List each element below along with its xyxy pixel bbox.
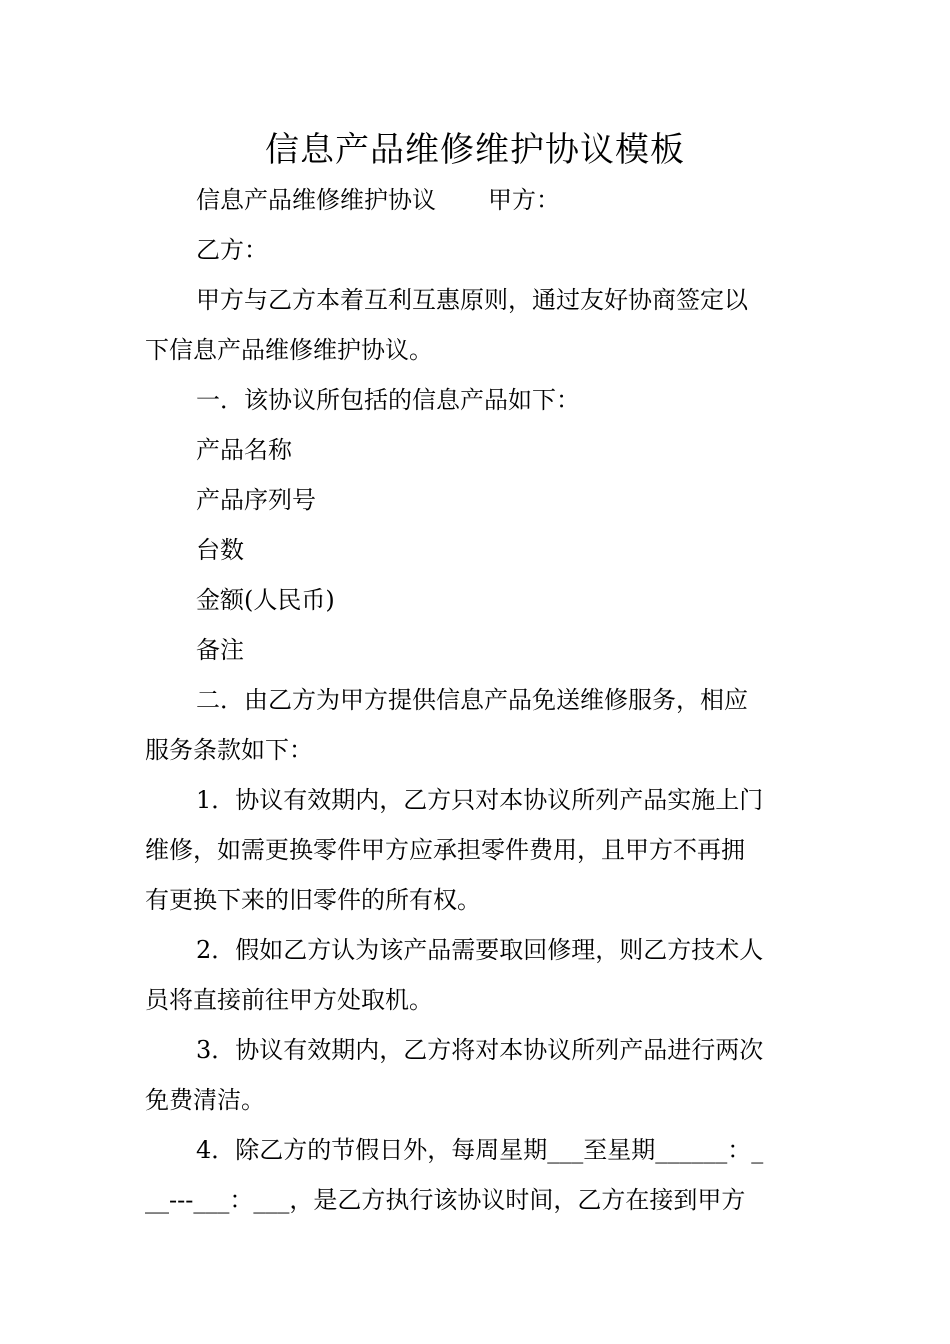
- field-remarks: 备注: [196, 636, 244, 664]
- field-quantity: 台数: [196, 536, 244, 564]
- header-line: [196, 183, 560, 217]
- clause-1-line-1: 1．协议有效期内，乙方只对本协议所列产品实施上门: [196, 786, 764, 814]
- section-1-heading: 一．该协议所包括的信息产品如下：: [196, 386, 580, 414]
- clause-2-line-1: 2．假如乙方认为该产品需要取回修理，则乙方技术人: [196, 936, 764, 964]
- clause-4-line-1: 4．除乙方的节假日外，每周星期___至星期______：_: [196, 1136, 764, 1164]
- clause-1-line-2: 维修，如需更换零件甲方应承担零件费用，且甲方不再拥: [145, 836, 745, 864]
- section-2-heading-line-1: 二．由乙方为甲方提供信息产品免送维修服务，相应: [196, 686, 748, 714]
- field-product-name: 产品名称: [196, 436, 292, 464]
- field-amount: 金额(人民币): [196, 586, 335, 614]
- clause-3-line-2: 免费清洁。: [145, 1086, 265, 1114]
- header-agreement-name: 信息产品维修维护协议: [196, 186, 436, 214]
- field-serial-number: 产品序列号: [196, 486, 316, 514]
- document-title: 信息产品维修维护协议模板: [265, 130, 685, 170]
- clause-1-line-3: 有更换下来的旧零件的所有权。: [145, 886, 481, 914]
- intro-line-2: 下信息产品维修维护协议。: [145, 336, 433, 364]
- party-b-label: 乙方：: [196, 236, 268, 264]
- party-a-label: 甲方：: [488, 186, 560, 214]
- intro-line-1: 甲方与乙方本着互利互惠原则，通过友好协商签定以: [196, 286, 748, 314]
- section-2-heading-line-2: 服务条款如下：: [145, 736, 313, 764]
- clause-2-line-2: 员将直接前往甲方处取机。: [145, 986, 433, 1014]
- clause-3-line-1: 3．协议有效期内，乙方将对本协议所列产品进行两次: [196, 1036, 764, 1064]
- clause-4-line-2: __---___：___，是乙方执行该协议时间，乙方在接到甲方: [145, 1186, 746, 1214]
